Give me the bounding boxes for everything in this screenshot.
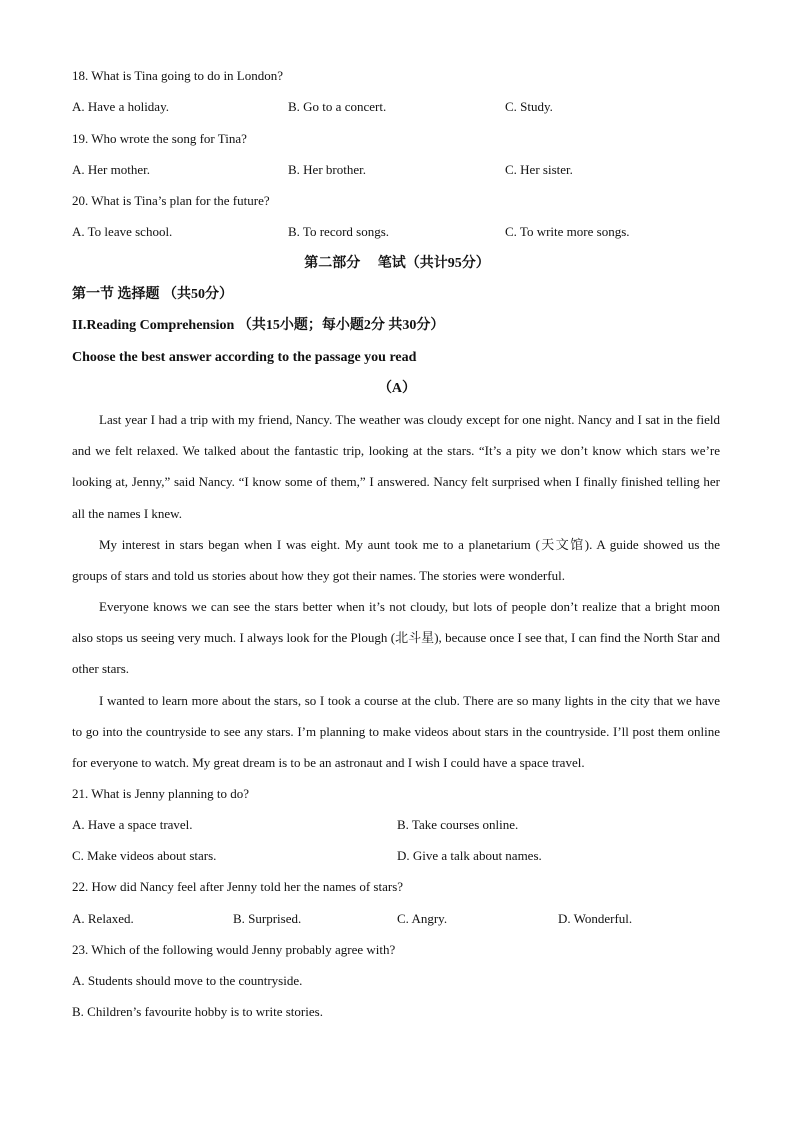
part-two-heading: 第二部分 笔试（共计95分）: [304, 256, 490, 271]
question-21-option-d: D. Give a talk about names.: [397, 848, 542, 863]
question-22-option-a: A. Relaxed.: [72, 911, 134, 926]
question-19-option-b: B. Her brother.: [288, 162, 366, 177]
question-23-option-b: B. Children’s favourite hobby is to write stories.: [72, 1004, 323, 1019]
passage-label: （A）: [377, 381, 417, 396]
question-20-option-a: A. To leave school.: [72, 224, 173, 239]
question-19: 19. Who wrote the song for Tina?: [72, 131, 247, 146]
question-21-option-a: A. Have a space travel.: [72, 817, 193, 832]
question-23-option-a: A. Students should move to the countryside.: [72, 973, 303, 988]
passage-paragraph-2: My interest in stars began when I was eight. My aunt took me to a planetarium (天文馆). A guide showed us the groups of stars and told us stories about how they got their names. The stories were wonderful.: [72, 537, 720, 584]
question-21-option-c: C. Make videos about stars.: [72, 848, 217, 863]
question-20-option-b: B. To record songs.: [288, 224, 390, 239]
section-one-heading: 第一节 选择题 （共50分）: [72, 287, 233, 302]
question-18-option-b: B. Go to a concert.: [288, 99, 387, 114]
question-22: 22. How did Nancy feel after Jenny told her the names of stars?: [72, 879, 404, 894]
reading-comprehension-heading: II.Reading Comprehension （共15小题；每小题2分 共30分）: [72, 318, 445, 333]
passage-paragraph-4: I wanted to learn more about the stars, so I took a course at the club. There are so many lights in the city that we have to go into the countryside to see any stars. I’m planning to make videos about stars in the countryside. I’ll post them online for everyone to watch. My great dream is to be an astronaut and I wish I could have a space travel.: [72, 693, 720, 771]
question-22-option-c: C. Angry.: [397, 911, 448, 926]
reading-instruction: Choose the best answer according to the passage you read: [72, 350, 417, 365]
question-18: 18. What is Tina going to do in London?: [72, 68, 284, 83]
question-18-option-c: C. Study.: [505, 99, 553, 114]
question-20-option-c: C. To write more songs.: [505, 224, 630, 239]
question-19-option-c: C. Her sister.: [505, 162, 573, 177]
passage-paragraph-1: Last year I had a trip with my friend, Nancy. The weather was cloudy except for one night. Nancy and I sat in the field and we felt relaxed. We talked about the fantastic trip, looking at the stars. “It’s a pity we don’t know which stars we’re looking at, Jenny,” said Nancy. “I know some of them,” I answered. Nancy felt surprised when I finally finished telling her all the names I knew.: [72, 412, 720, 521]
question-18-option-a: A. Have a holiday.: [72, 99, 169, 114]
passage-paragraph-3: Everyone knows we can see the stars better when it’s not cloudy, but lots of people don’t realize that a bright moon also stops us seeing very much. I always look for the Plough (北斗星), because once I see that, I can find the North Star and other stars.: [72, 599, 720, 677]
question-21-option-b: B. Take courses online.: [397, 817, 519, 832]
question-20: 20. What is Tina’s plan for the future?: [72, 193, 270, 208]
question-19-option-a: A. Her mother.: [72, 162, 150, 177]
question-21: 21. What is Jenny planning to do?: [72, 786, 250, 801]
question-22-option-b: B. Surprised.: [233, 911, 302, 926]
question-23: 23. Which of the following would Jenny probably agree with?: [72, 942, 396, 957]
question-22-option-d: D. Wonderful.: [558, 911, 633, 926]
